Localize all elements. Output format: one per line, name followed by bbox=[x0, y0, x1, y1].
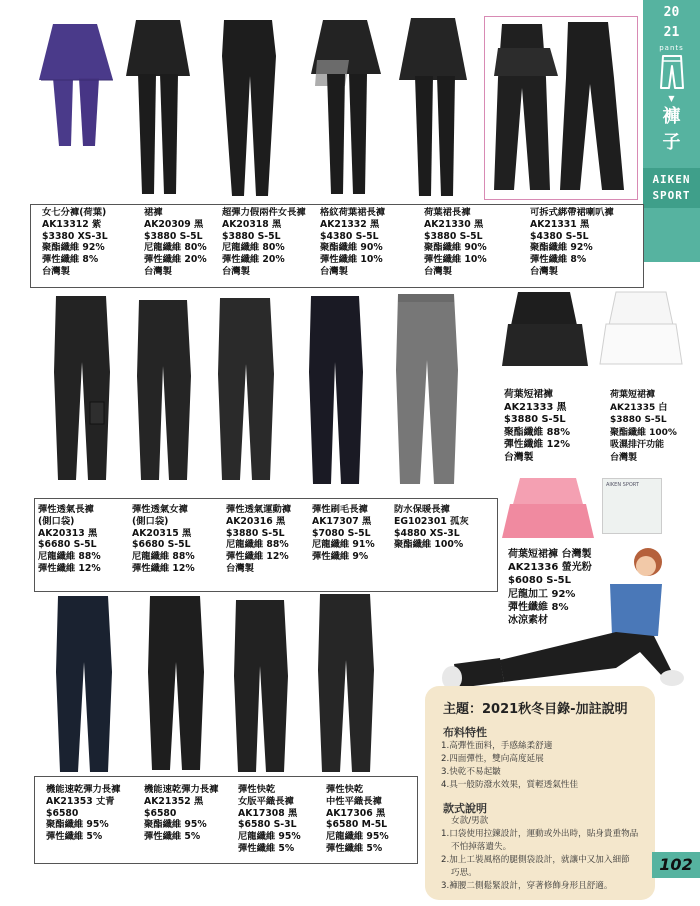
category-en: pants bbox=[659, 44, 684, 52]
info-box bbox=[425, 686, 655, 900]
spec-ak21352: 機能速乾彈力長褲 AK21352 黑 $6580 聚酯纖維 95% 彈性纖維 5% bbox=[144, 784, 219, 843]
spec-ak21353: 機能速乾彈力長褲 AK21353 丈青 $6580 聚酯纖維 95% 彈性纖維 5% bbox=[46, 784, 121, 843]
product-image-ak20313 bbox=[50, 292, 115, 484]
model-photo bbox=[440, 540, 690, 700]
brand-label bbox=[643, 168, 700, 208]
spec-ak17308: 彈性快乾 女版平織長褲 AK17308 黑 $6580 S-3L 尼龍纖維 95% 彈性纖維 5% bbox=[238, 784, 301, 854]
spec-ak21335: 荷葉短裙褲 AK21335 白 $3880 S-5L 聚酯纖維 100% 吸濕排汗功能 台灣製 bbox=[610, 390, 677, 463]
fabric-heading: 布料特性 bbox=[443, 726, 487, 739]
product-image-ak21335 bbox=[598, 290, 684, 370]
product-image-ak21353 bbox=[52, 592, 116, 776]
category-zh-1: 褲 bbox=[662, 106, 681, 127]
product-image-ak20315 bbox=[133, 296, 195, 484]
product-tag-label: AIKEN SPORT bbox=[606, 482, 639, 488]
product-image-ak20318 bbox=[210, 16, 290, 200]
spec-ak21336: 荷葉短裙褲 台灣製 AK21336 螢光粉 $6080 S-5L 尼龍加工 92% 彈性纖維 8% 冰涼素材 bbox=[508, 549, 592, 627]
spec-ak20315: 彈性透氣女褲 (側口袋) AK20315 黑 $6680 S-5L 尼龍纖維 88% 彈性纖維 12% bbox=[132, 504, 195, 574]
category-zh-2: 子 bbox=[662, 132, 681, 153]
spec-ak17307: 彈性刷毛長褲 AK17307 黑 $7080 S-5L 尼龍纖維 91% 彈性纖維 9% bbox=[312, 504, 375, 563]
spec-ak21330: 荷葉裙長褲 AK21330 黑 $3880 S-5L 聚酯纖維 90% 彈性纖維 10% 台灣製 bbox=[424, 207, 487, 277]
product-image-ak20309 bbox=[118, 16, 198, 200]
spec-eg102301: 防水保暖長褲 EG102301 孤灰 $4880 XS-3L 聚酯纖維 100% bbox=[394, 504, 469, 551]
year-top: 20 bbox=[663, 5, 680, 20]
product-image-ak17306 bbox=[314, 590, 378, 776]
spec-ak21331: 可拆式綁帶裙喇叭褲 AK21331 黑 $4380 S-5L 聚酯纖維 92% 彈性纖維 8% 台灣製 bbox=[530, 207, 614, 277]
product-image-ak13312 bbox=[35, 18, 120, 158]
info-title: 主題：2021秋冬目錄-加註說明 bbox=[443, 702, 628, 717]
product-tag bbox=[602, 478, 662, 534]
product-image-ak20316 bbox=[214, 294, 278, 484]
brand-line-2: SPORT bbox=[652, 189, 691, 202]
style-list: 1.口袋使用拉鍊設計，運動或外出時，貼身貴重物品 不怕掉落遺失。 2.加上工裝風格的腿側袋設計，就讓中又加入細節 巧思。 3.褲腰二側鬆緊設計，穿著修飾身形且舒適。 bbox=[441, 829, 639, 891]
product-image-ak21333 bbox=[500, 290, 590, 372]
year-bottom: 21 bbox=[663, 25, 680, 40]
triangle-marker: ▼ bbox=[668, 94, 675, 103]
page-number: 102 bbox=[652, 852, 700, 878]
spec-ak13312: 女七分褲(荷葉) AK13312 紫 $3380 XS-3L 聚酯纖維 92% 彈性纖維 8% 台灣製 bbox=[42, 207, 108, 277]
product-image-ak21332 bbox=[305, 16, 387, 200]
spec-ak20309: 裙褲 AK20309 黑 $3880 S-5L 尼龍纖維 80% 彈性纖維 20% 台灣製 bbox=[144, 207, 207, 277]
spec-ak20316: 彈性透氣運動褲 AK20316 黑 $3880 S-5L 尼龍纖維 88% 彈性纖維 12% 台灣製 bbox=[226, 504, 292, 574]
product-image-ak17307 bbox=[305, 292, 367, 488]
product-image-eg102301 bbox=[392, 290, 462, 488]
spec-ak20318: 超彈力假兩件女長褲 AK20318 黑 $3880 S-5L 尼龍纖維 80% 彈性纖維 20% 台灣製 bbox=[222, 207, 306, 277]
product-image-ak21352 bbox=[144, 592, 208, 774]
spec-ak17306: 彈性快乾 中性平織長褲 AK17306 黑 $6580 M-5L 尼龍纖維 95% 彈性纖維 5% bbox=[326, 784, 389, 854]
pants-icon bbox=[657, 54, 687, 90]
product-image-ak21336 bbox=[498, 476, 598, 542]
style-heading: 款式說明 bbox=[443, 802, 487, 815]
spec-ak20313: 彈性透氣長褲 (側口袋) AK20313 黑 $6680 S-5L 尼龍纖維 88% 彈性纖維 12% bbox=[38, 504, 101, 574]
product-image-ak21330 bbox=[395, 14, 475, 200]
style-subheading: 女款/男款 bbox=[451, 816, 489, 826]
product-image-ak17308 bbox=[230, 596, 292, 776]
brand-line-1: AIKEN bbox=[652, 173, 691, 186]
fabric-list: 1.高彈性面料，手感絲柔舒適 2.四面彈性，雙向高度延展 3.快乾不易起皺 4.具一般防潑水效果，質輕透氣性佳 bbox=[441, 741, 579, 790]
product-image-ak21331 bbox=[488, 18, 634, 196]
spec-ak21333: 荷葉短裙褲 AK21333 黑 $3880 S-5L 聚酯纖維 88% 彈性纖維 12% 台灣製 bbox=[504, 389, 571, 463]
spec-ak21332: 格紋荷葉裙長褲 AK21332 黑 $4380 S-5L 聚酯纖維 90% 彈性纖維 10% 台灣製 bbox=[320, 207, 386, 277]
category-tab bbox=[643, 0, 700, 262]
